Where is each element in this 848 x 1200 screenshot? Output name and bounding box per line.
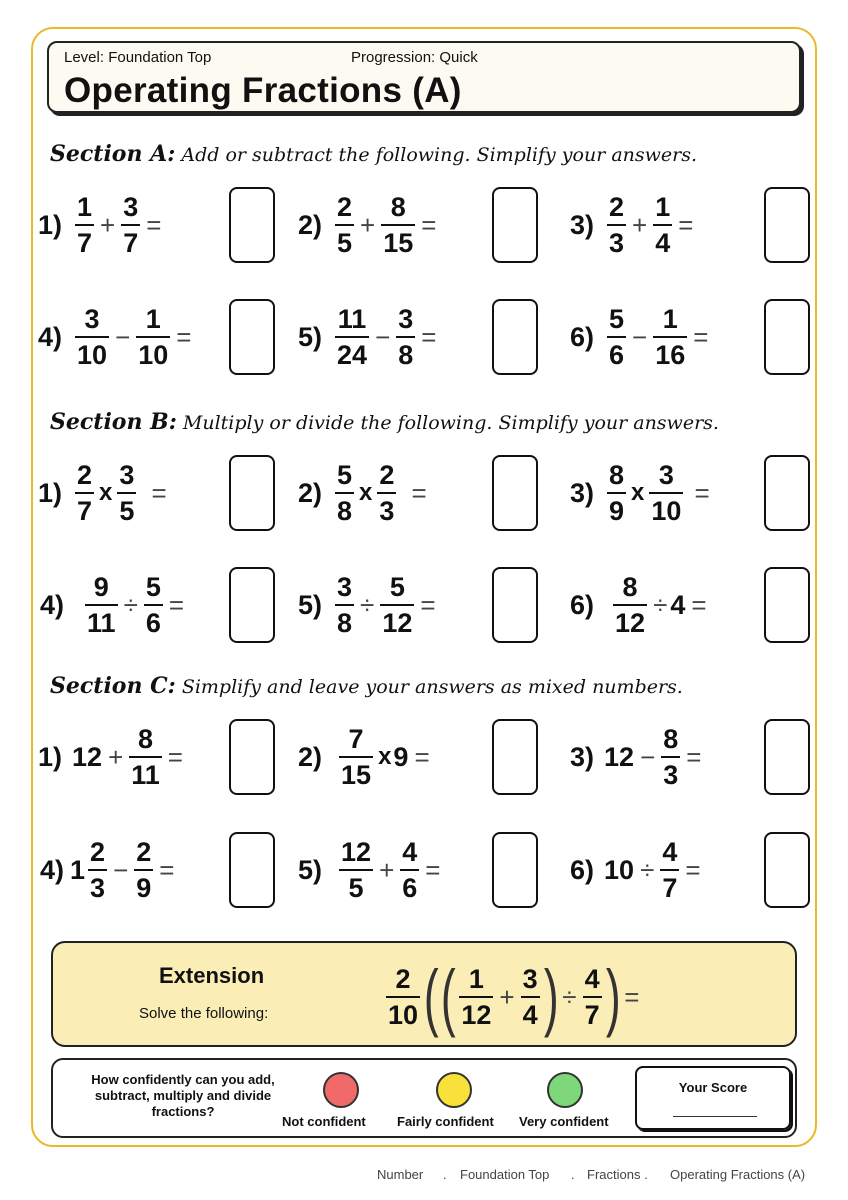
fraction: $\frac{4}{6}$ — [402, 837, 418, 903]
whole-number: 12 — [604, 741, 635, 772]
question-number: 2) — [298, 477, 323, 508]
equals-sign: = — [146, 209, 162, 240]
fraction: $\frac{8}{9}$ — [609, 460, 625, 526]
operator: + — [499, 981, 515, 1012]
whole-number: 12 — [72, 741, 103, 772]
not-confident-label: Not confident — [282, 1114, 366, 1129]
question-number: 6) — [570, 854, 595, 885]
question-number: 4) — [38, 321, 63, 352]
fraction: $\frac{3}{7}$ — [123, 192, 139, 258]
equals-sign: = — [411, 477, 427, 508]
breadcrumb-number: Number — [377, 1167, 424, 1182]
fraction: $\frac{2}{3}$ — [609, 192, 625, 258]
equals-sign: = — [694, 477, 710, 508]
fraction: $\frac{4}{7}$ — [584, 964, 600, 1030]
operator: ÷ — [653, 589, 668, 620]
question-a5 — [298, 297, 439, 377]
question-c5 — [298, 830, 443, 910]
equals-sign: = — [624, 981, 640, 1012]
fraction: $\frac{8}{11}$ — [131, 724, 160, 790]
fraction: $\frac{8}{12}$ — [615, 572, 646, 638]
question-a4 — [38, 297, 194, 377]
question-b6 — [570, 565, 710, 645]
fraction: $\frac{7}{15}$ — [341, 724, 372, 790]
whole-number: 10 — [604, 854, 635, 885]
answer-box-b2[interactable] — [492, 455, 538, 531]
section-a-heading — [50, 141, 697, 167]
equals-sign: = — [691, 589, 707, 620]
equals-sign: = — [168, 589, 185, 620]
answer-box-a1[interactable] — [229, 187, 275, 263]
operator: x — [378, 743, 392, 770]
fraction: $\frac{1}{16}$ — [655, 304, 686, 370]
section-b-heading — [50, 409, 719, 435]
extension-subtitle: Solve the following: — [139, 1005, 269, 1022]
answer-box-a4[interactable] — [229, 299, 275, 375]
answer-box-b1[interactable] — [229, 455, 275, 531]
answer-box-b3[interactable] — [764, 455, 810, 531]
question-number: 4) — [40, 854, 65, 885]
operator: ÷ — [360, 589, 375, 620]
answer-box-c3[interactable] — [764, 719, 810, 795]
fraction: $\frac{8}{3}$ — [663, 724, 679, 790]
fraction: $\frac{5}{6}$ — [609, 304, 625, 370]
fraction: $\frac{2}{10}$ — [388, 964, 419, 1030]
question-number: 1) — [38, 209, 63, 240]
fraction: $\frac{12}{5}$ — [341, 837, 372, 903]
very-confident-label: Very confident — [519, 1114, 609, 1129]
whole-number: 4 — [670, 589, 686, 620]
fraction: $\frac{3}{8}$ — [398, 304, 414, 370]
answer-box-c6[interactable] — [764, 832, 810, 908]
fraction: $\frac{5}{6}$ — [145, 572, 161, 638]
fraction: $\frac{8}{15}$ — [383, 192, 414, 258]
answer-box-c4[interactable] — [229, 832, 275, 908]
question-number: 3) — [570, 741, 595, 772]
section-b-label: Section B: — [50, 409, 177, 435]
equals-sign: = — [693, 321, 709, 352]
open-paren: ( — [423, 955, 439, 1038]
fraction: $\frac{4}{7}$ — [662, 837, 678, 903]
answer-box-c1[interactable] — [229, 719, 275, 795]
question-a1 — [38, 185, 164, 265]
open-paren: ( — [440, 955, 456, 1038]
breadcrumb-separator: . — [571, 1167, 575, 1182]
very-confident-circle[interactable] — [547, 1072, 583, 1108]
operator: + — [100, 209, 116, 240]
fraction: $\frac{1}{10}$ — [138, 304, 169, 370]
equals-sign: = — [159, 854, 175, 885]
breadcrumb-separator: . — [443, 1167, 447, 1182]
fraction: $\frac{2}{7}$ — [77, 460, 93, 526]
equals-sign: = — [420, 589, 436, 620]
equals-sign: = — [686, 741, 702, 772]
fraction: $\frac{3}{8}$ — [337, 572, 353, 638]
fraction: $\frac{5}{8}$ — [337, 460, 353, 526]
extension-expression — [383, 957, 642, 1037]
question-number: 4) — [40, 589, 65, 620]
confidence-question: How confidently can you add, subtract, multiply and divide fractions? — [91, 1072, 275, 1119]
fraction: $\frac{2}{3}$ — [90, 837, 106, 903]
answer-box-a5[interactable] — [492, 299, 538, 375]
fraction: $\frac{3}{4}$ — [522, 964, 538, 1030]
not-confident-circle[interactable] — [323, 1072, 359, 1108]
section-b-instruction: Multiply or divide the following. Simplify your answers. — [182, 412, 719, 434]
fraction: $\frac{1}{7}$ — [77, 192, 93, 258]
answer-box-b6[interactable] — [764, 567, 810, 643]
equals-sign: = — [167, 741, 183, 772]
question-c4 — [40, 830, 177, 910]
equals-sign: = — [425, 854, 441, 885]
answer-box-a2[interactable] — [492, 187, 538, 263]
question-c1 — [38, 717, 186, 797]
extension-panel — [51, 941, 797, 1047]
question-c6 — [570, 830, 704, 910]
whole-number: 1 — [70, 854, 86, 885]
equals-sign: = — [421, 209, 437, 240]
answer-box-c5[interactable] — [492, 832, 538, 908]
fraction: $\frac{11}{24}$ — [337, 304, 368, 370]
answer-box-a3[interactable] — [764, 187, 810, 263]
question-number: 5) — [298, 854, 323, 885]
operator: x — [359, 479, 373, 506]
score-label: Your Score — [678, 1080, 748, 1095]
operator: − — [113, 854, 129, 885]
operator: ÷ — [562, 981, 577, 1012]
breadcrumb-fractions: Fractions . — [587, 1167, 648, 1182]
equals-sign: = — [151, 477, 167, 508]
fraction: $\frac{3}{5}$ — [119, 460, 135, 526]
question-number: 1) — [38, 741, 63, 772]
question-number: 5) — [298, 589, 323, 620]
question-b2 — [298, 453, 430, 533]
answer-box-a6[interactable] — [764, 299, 810, 375]
operator: − — [632, 321, 648, 352]
question-c2 — [298, 717, 433, 797]
fraction: $\frac{3}{10}$ — [77, 304, 108, 370]
equals-sign: = — [414, 741, 430, 772]
operator: + — [108, 741, 124, 772]
question-a2 — [298, 185, 439, 265]
answer-box-c2[interactable] — [492, 719, 538, 795]
question-c3 — [570, 717, 704, 797]
operator: + — [360, 209, 376, 240]
operator: − — [640, 741, 656, 772]
fairly-confident-circle[interactable] — [436, 1072, 472, 1108]
extension-title: Extension — [159, 963, 265, 988]
equals-sign: = — [421, 321, 437, 352]
fraction: $\frac{2}{9}$ — [136, 837, 152, 903]
question-number: 1) — [38, 477, 63, 508]
fraction: $\frac{5}{12}$ — [382, 572, 413, 638]
fraction: $\frac{2}{5}$ — [337, 192, 353, 258]
question-number: 3) — [570, 209, 595, 240]
fraction: $\frac{2}{3}$ — [379, 460, 395, 526]
question-a6 — [570, 297, 711, 377]
equals-sign: = — [685, 854, 701, 885]
breadcrumb-foundation-top: Foundation Top — [460, 1167, 550, 1182]
fraction: $\frac{3}{10}$ — [651, 460, 682, 526]
equals-sign: = — [678, 209, 694, 240]
worksheet-header — [47, 41, 801, 113]
operator: ÷ — [123, 589, 138, 620]
confidence-panel — [51, 1058, 797, 1138]
operator: − — [375, 321, 391, 352]
operator: + — [379, 854, 395, 885]
close-paren: ) — [543, 955, 559, 1038]
question-b3 — [570, 453, 713, 533]
question-number: 3) — [570, 477, 595, 508]
fraction: $\frac{1}{12}$ — [461, 964, 492, 1030]
question-number: 2) — [298, 209, 323, 240]
breadcrumb-operating-fractions: Operating Fractions (A) — [670, 1167, 806, 1182]
operator: + — [632, 209, 648, 240]
operator: x — [99, 479, 113, 506]
score-box[interactable] — [635, 1066, 791, 1130]
section-a-label: Section A: — [50, 141, 176, 167]
score-line — [673, 1116, 757, 1117]
question-b1 — [38, 453, 170, 533]
question-number: 5) — [298, 321, 323, 352]
fairly-confident-label: Fairly confident — [397, 1114, 494, 1129]
question-number: 6) — [570, 321, 595, 352]
operator: ÷ — [640, 854, 655, 885]
question-number: 2) — [298, 741, 323, 772]
fraction: $\frac{9}{11}$ — [87, 572, 116, 638]
question-b4 — [40, 565, 187, 645]
section-c-label: Section C: — [50, 673, 176, 699]
whole-number: 9 — [393, 741, 409, 772]
equals-sign: = — [176, 321, 192, 352]
question-number: 6) — [570, 589, 595, 620]
fraction: $\frac{1}{4}$ — [655, 192, 671, 258]
progression-label: Progression: Quick — [351, 49, 478, 66]
operator: x — [631, 479, 645, 506]
section-c-instruction: Simplify and leave your answers as mixed numbers. — [181, 676, 683, 698]
question-a3 — [570, 185, 696, 265]
answer-box-b5[interactable] — [492, 567, 538, 643]
section-c-heading — [50, 673, 683, 699]
close-paren: ) — [605, 955, 621, 1038]
operator: − — [115, 321, 131, 352]
answer-box-b4[interactable] — [229, 567, 275, 643]
question-b5 — [298, 565, 439, 645]
page-title: Operating Fractions (A) — [64, 71, 462, 110]
section-a-instruction: Add or subtract the following. Simplify your answers. — [181, 144, 698, 166]
level-label: Level: Foundation Top — [64, 49, 212, 66]
